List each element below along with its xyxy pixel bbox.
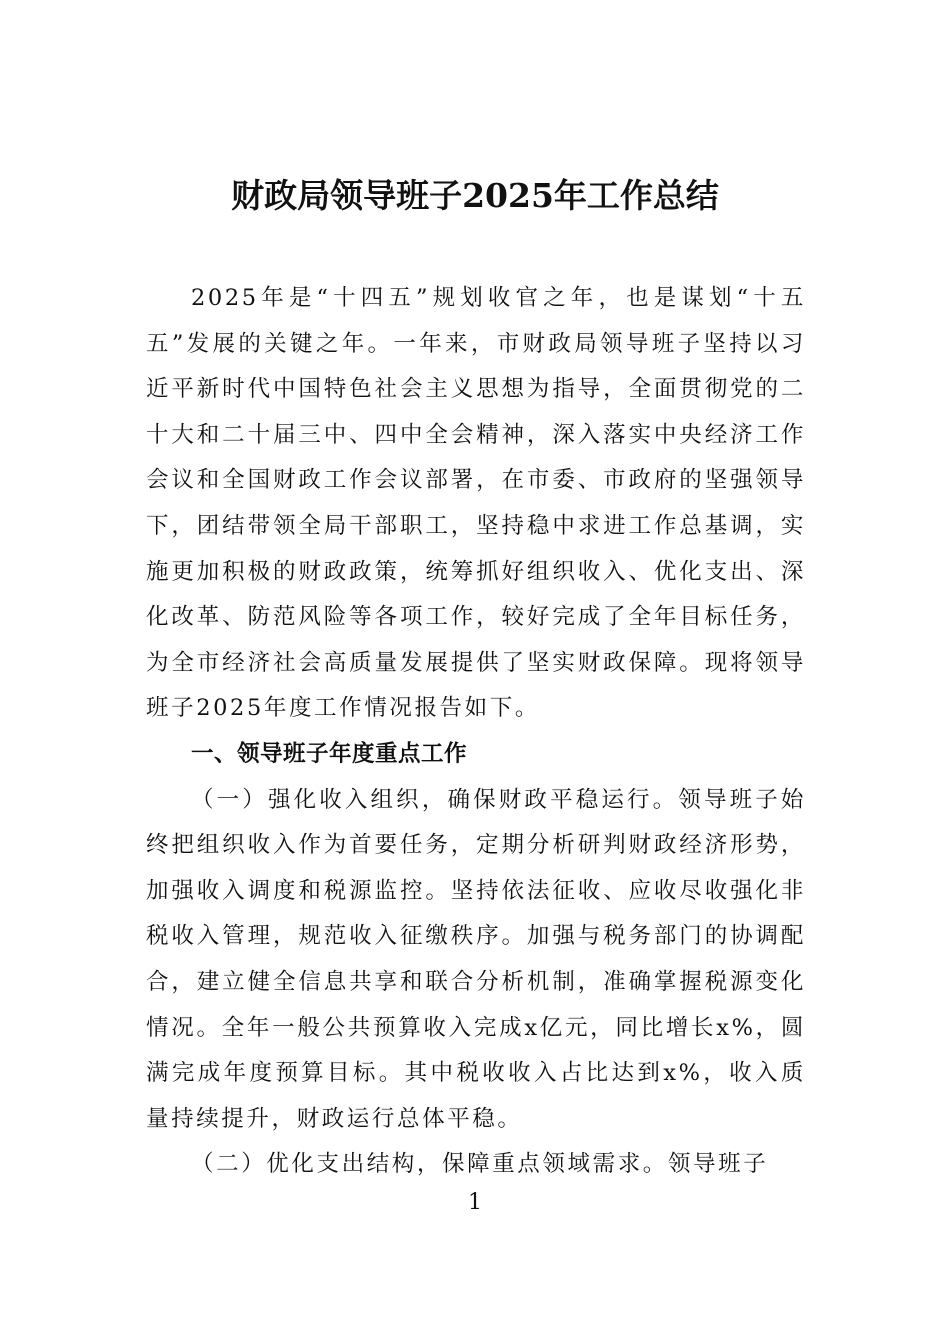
intro-paragraph: 2025年是“十四五”规划收官之年，也是谋划“十五五”发展的关键之年。一年来，市财政局领导班子坚持以习近平新时代中国特色社会主义思想为指导，全面贯彻党的二十大和二十届三中、四中全会精神，深入落实中央经济工作会议和全国财政工作会议部署，在市委、市政府的坚强领导下，团结带领全局干部职工，坚持稳中求进工作总基调，实施更加积极的财政政策，统筹抓好组织收入、优化支出、深化改革、防范风险等各项工作，较好完成了全年目标任务，为全市经济社会高质量发展提供了坚实财政保障。现将领导班子2025年度工作情况报告如下。 [146,285,806,722]
section-paragraph-1: （一）强化收入组织，确保财政平稳运行。领导班子始终把组织收入作为首要任务，定期分析研判财政经济形势，加强收入调度和税源监控。坚持依法征收、应收尽收强化非税收入管理，规范收入征缴秩序。加强与税务部门的协调配合，建立健全信息共享和联合分析机制，准确掌握税源变化情况。全年一般公共预算收入完成x亿元，同比增长x%，圆满完成年度预算目标。其中税收收入占比达到x%，收入质量持续提升，财政运行总体平稳。 [146,786,806,1132]
document-body [146,276,806,1188]
document-title: 财政局领导班子2025年工作总结 [231,176,719,215]
section-heading: 一、领导班子年度重点工作 [191,740,468,767]
section-paragraph-2: （二）优化支出结构，保障重点领域需求。领导班子 [191,1151,769,1178]
page-number: 1 [468,1190,482,1215]
